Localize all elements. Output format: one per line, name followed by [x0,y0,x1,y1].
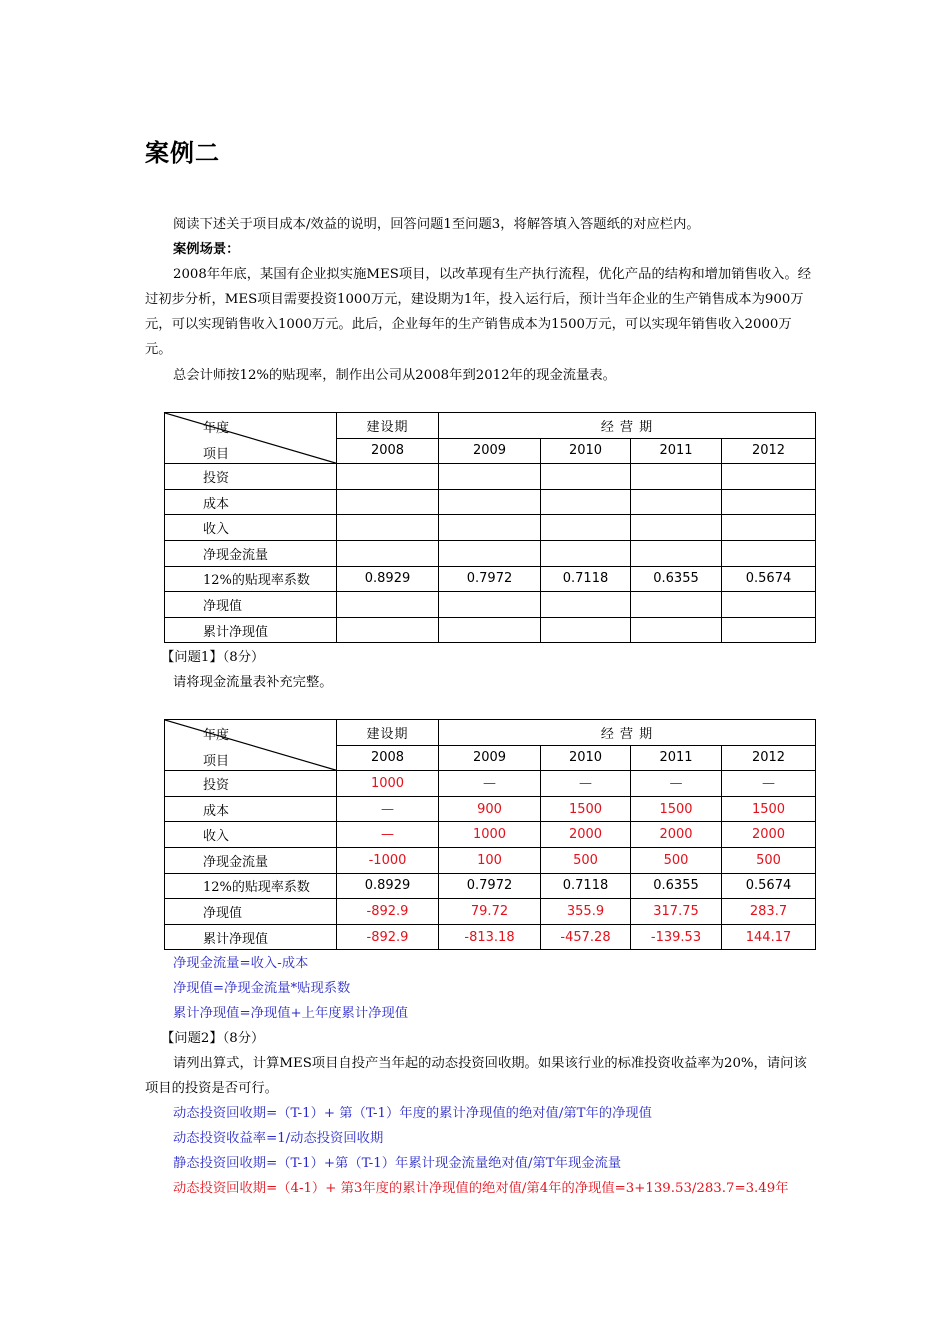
table-cell [631,540,722,566]
diagonal-line [165,720,336,770]
row-label: 投资 [165,771,337,797]
table-row [165,617,816,643]
scene-label: 案例场景： [173,242,240,257]
table-cell [631,464,722,490]
table-cell: 0.6355 [631,873,722,899]
year-cell: 2008 [337,745,439,771]
year-cell: 2012 [722,438,816,464]
table-cell [722,489,816,515]
table-cell: 1500 [541,796,631,822]
year-cell: 2010 [541,745,631,771]
page-title: 案例二 [145,139,220,167]
build-period-header: 建设期 [337,720,439,746]
table-cell [541,617,631,643]
year-cell: 2011 [631,745,722,771]
table-cell [541,540,631,566]
row-label: 净现值 [165,899,337,925]
table-cell: 283.7 [722,899,816,925]
table-cell: 500 [722,847,816,873]
year-cell: 2009 [439,745,541,771]
operate-period-header: 经 营 期 [439,413,816,439]
question-1-text: 请将现金流量表补充完整。 [173,675,333,690]
table-cell: 2000 [541,822,631,848]
table-cell [722,592,816,618]
question-2-text: 请列出算式，计算MES项目自投产当年起的动态投资回收期。如果该行业的标准投资收益率为20%，请问该项目的投资是否可行。 [145,1056,807,1096]
question-2-label: 【问题2】（8分） [161,1031,265,1046]
table-cell [541,515,631,541]
row-label: 12%的贴现率系数 [165,566,337,592]
row-label: 净现金流量 [165,847,337,873]
table-cell: -813.18 [439,924,541,950]
table-cell: 2000 [631,822,722,848]
table-cell: 79.72 [439,899,541,925]
accountant-paragraph: 总会计师按12%的贴现率，制作出公司从2008年到2012年的现金流量表。 [173,368,616,383]
table-row [165,540,816,566]
table-cell [337,617,439,643]
table-row [165,464,816,490]
table-cell: 0.5674 [722,566,816,592]
table-cell: 500 [541,847,631,873]
question-1-label: 【问题1】（8分） [161,650,265,665]
table-cell: 0.5674 [722,873,816,899]
table-cell [439,489,541,515]
table-cell: 144.17 [722,924,816,950]
table-cell: 0.8929 [337,873,439,899]
table-cell [337,489,439,515]
table-cell: 500 [631,847,722,873]
table-cell: 355.9 [541,899,631,925]
table-cell [337,540,439,566]
table-row [165,847,816,873]
cash-flow-table-filled [164,719,816,950]
table-cell [541,489,631,515]
answer-line-final: 动态投资回收期=（4-1）+ 第3年度的累计净现值的绝对值/第4年的净现值=3+139.53/283.7=3.49年 [173,1181,789,1196]
table-row [165,899,816,925]
table-cell: 2000 [722,822,816,848]
row-label: 收入 [165,515,337,541]
table-cell [439,515,541,541]
diagonal-header-cell [165,720,337,771]
row-label: 累计净现值 [165,924,337,950]
row-label: 累计净现值 [165,617,337,643]
row-label: 净现金流量 [165,540,337,566]
table-cell [631,617,722,643]
table-cell [631,489,722,515]
table-cell [439,617,541,643]
row-label: 成本 [165,489,337,515]
build-period-header: 建设期 [337,413,439,439]
table-row [165,822,816,848]
row-label: 12%的贴现率系数 [165,873,337,899]
table-cell [631,592,722,618]
formula-line: 净现金流量=收入-成本 [173,956,309,971]
year-header-label: 年度 [203,421,230,436]
table-cell [722,617,816,643]
year-cell: 2011 [631,438,722,464]
table-row [165,515,816,541]
table-cell: 0.6355 [631,566,722,592]
table-cell: -1000 [337,847,439,873]
table-cell: 1000 [337,771,439,797]
table-row [165,489,816,515]
table-cell: — [337,822,439,848]
table-cell: 0.8929 [337,566,439,592]
table-cell: 317.75 [631,899,722,925]
table-cell [722,540,816,566]
table-cell [337,592,439,618]
answer-line: 动态投资回收期=（T-1）+ 第（T-1）年度的累计净现值的绝对值/第T年的净现值 [173,1106,652,1121]
table-cell: 1500 [722,796,816,822]
year-cell: 2012 [722,745,816,771]
row-label: 成本 [165,796,337,822]
table-cell [337,464,439,490]
table-cell: -139.53 [631,924,722,950]
row-label: 投资 [165,464,337,490]
table-cell: 0.7972 [439,873,541,899]
table-cell: — [541,771,631,797]
answer-line: 静态投资回收期=（T-1）+第（T-1）年累计现金流量绝对值/第T年现金流量 [173,1156,622,1171]
year-cell: 2010 [541,438,631,464]
table-cell: 1500 [631,796,722,822]
table-row [165,771,816,797]
item-header-label: 项目 [203,447,230,462]
table-cell: 0.7972 [439,566,541,592]
row-label: 收入 [165,822,337,848]
table-cell [439,540,541,566]
table-row [165,796,816,822]
table-cell: -892.9 [337,899,439,925]
table-cell: — [631,771,722,797]
table-cell: 900 [439,796,541,822]
table-row [165,592,816,618]
table-cell [541,592,631,618]
table-cell: 0.7118 [541,873,631,899]
table-cell: — [337,796,439,822]
diagonal-header-cell [165,413,337,464]
cash-flow-table-blank [164,412,816,643]
table-row [165,873,816,899]
table-cell: 0.7118 [541,566,631,592]
table-cell [541,464,631,490]
year-cell: 2008 [337,438,439,464]
table-cell [439,464,541,490]
table-cell [722,515,816,541]
table-cell: -892.9 [337,924,439,950]
year-header-label: 年度 [203,728,230,743]
item-header-label: 项目 [203,754,230,769]
answer-line: 动态投资收益率=1/动态投资回收期 [173,1131,384,1146]
scene-paragraph: 2008年年底，某国有企业拟实施MES项目，以改革现有生产执行流程，优化产品的结构和增加销售收入。经过初步分析，MES项目需要投资1000万元，建设期为1年，投入运行后，预计当年企业的生产销售成本为900万元，可以实现销售收入1000万元。此后，企业每年的生产销售成本为1500万元，可以实现年销售收入2000万元。 [145,267,812,357]
table-cell [337,515,439,541]
intro-paragraph: 阅读下述关于项目成本/效益的说明，回答问题1至问题3，将解答填入答题纸的对应栏内。 [173,217,700,232]
table-cell [722,464,816,490]
table-row [165,924,816,950]
table-cell [439,592,541,618]
table-row [165,566,816,592]
row-label: 净现值 [165,592,337,618]
table-cell: 100 [439,847,541,873]
table-cell: — [439,771,541,797]
table-cell: 1000 [439,822,541,848]
operate-period-header: 经 营 期 [439,720,816,746]
diagonal-line [165,413,336,463]
formula-line: 净现值=净现金流量*贴现系数 [173,981,351,996]
year-cell: 2009 [439,438,541,464]
formula-line: 累计净现值=净现值+上年度累计净现值 [173,1006,409,1021]
table-cell: — [722,771,816,797]
table-cell [631,515,722,541]
table-cell: -457.28 [541,924,631,950]
